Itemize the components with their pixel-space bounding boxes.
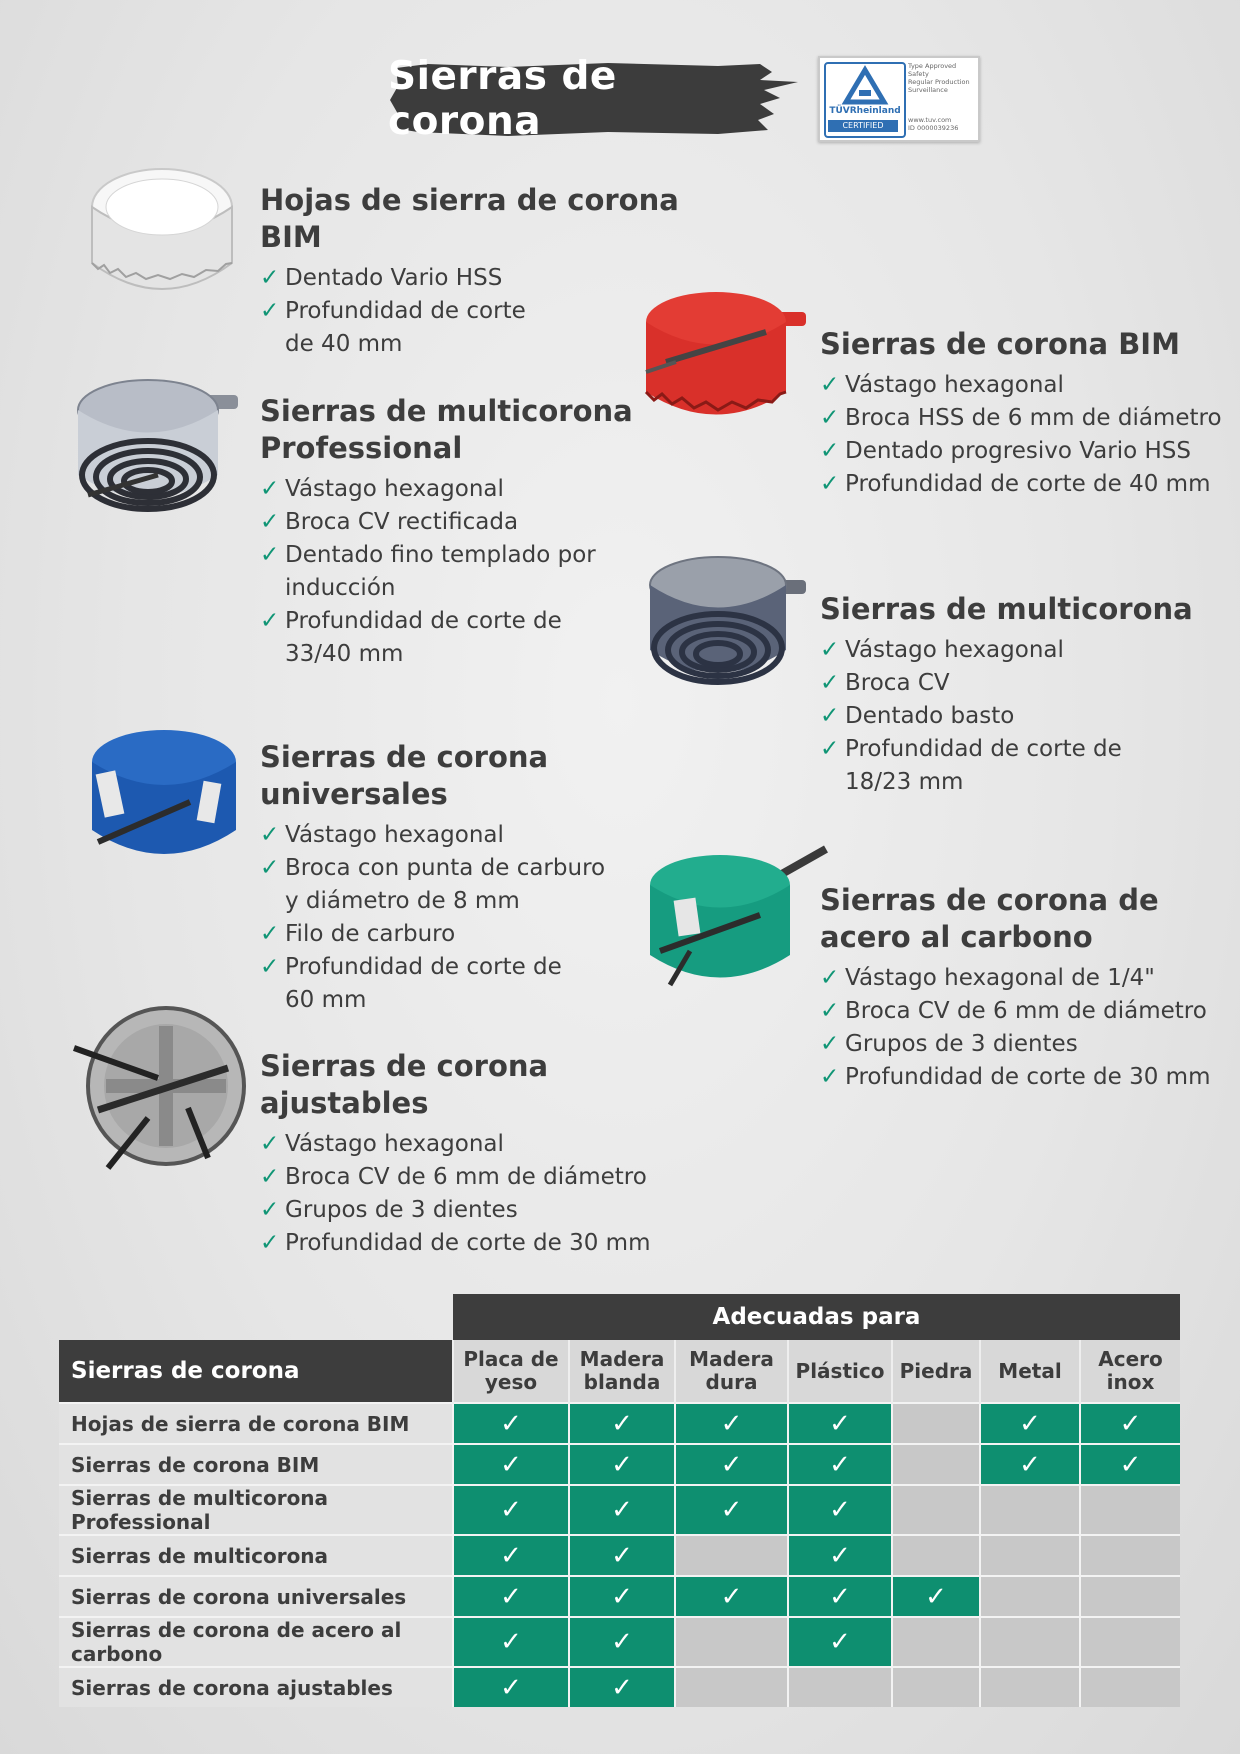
table-cell-not-suitable bbox=[892, 1403, 980, 1444]
table-cell-suitable bbox=[788, 1617, 892, 1667]
table-cell-suitable bbox=[980, 1403, 1080, 1444]
tuv-logo bbox=[824, 62, 906, 138]
table-cell-not-suitable bbox=[980, 1535, 1080, 1576]
product-title bbox=[820, 591, 1230, 628]
table-column-header bbox=[980, 1340, 1080, 1403]
check-icon: ✓ bbox=[500, 1449, 522, 1480]
adjustable-holesaw-image bbox=[68, 998, 248, 1178]
feature-text: Vástago hexagonal bbox=[285, 822, 504, 848]
feature-text: Broca con punta de carburo bbox=[285, 855, 606, 881]
product-carbon-steel bbox=[820, 882, 1230, 1094]
column-header-line: Plástico bbox=[795, 1358, 885, 1383]
column-header-line: Placa de bbox=[463, 1347, 559, 1371]
feature-text: de 40 mm bbox=[285, 331, 403, 357]
feature-text: Vástago hexagonal bbox=[845, 637, 1064, 663]
product-title-line: Sierras de multicorona bbox=[820, 592, 1193, 626]
feature-item bbox=[260, 506, 680, 539]
column-header-line: inox bbox=[1106, 1370, 1155, 1394]
tuv-id: ID 0000039236 bbox=[908, 124, 959, 132]
table-cell-suitable bbox=[788, 1535, 892, 1576]
feature-item bbox=[260, 473, 680, 506]
table-row-label: Sierras de corona universales bbox=[59, 1576, 453, 1617]
product-title bbox=[820, 326, 1230, 363]
column-header-line: Acero bbox=[1098, 1347, 1163, 1371]
column-header-line: dura bbox=[705, 1370, 758, 1394]
tuv-line: Type Approved bbox=[908, 62, 957, 70]
feature-item bbox=[820, 1028, 1230, 1061]
check-icon: ✓ bbox=[611, 1540, 633, 1571]
feature-text: Broca CV rectificada bbox=[285, 509, 519, 535]
table-cell-not-suitable bbox=[980, 1576, 1080, 1617]
table-cell-suitable bbox=[892, 1576, 980, 1617]
table-cell-suitable bbox=[453, 1485, 569, 1535]
tuv-line: Safety bbox=[908, 70, 929, 78]
check-icon: ✓ bbox=[820, 471, 840, 497]
column-header-line: Madera bbox=[579, 1347, 665, 1371]
check-icon: ✓ bbox=[829, 1495, 851, 1525]
table-column-header bbox=[675, 1340, 788, 1403]
tuv-certified-label: CERTIFIED bbox=[828, 120, 898, 132]
feature-text: Profundidad de corte de 30 mm bbox=[845, 1064, 1211, 1090]
table-row bbox=[59, 1667, 1180, 1707]
check-icon: ✓ bbox=[829, 1408, 851, 1439]
table-row-label: Sierras de multicorona Professional bbox=[59, 1485, 453, 1535]
table-row-label: Sierras de corona ajustables bbox=[59, 1667, 453, 1707]
product-title-line: acero al carbono bbox=[820, 920, 1093, 954]
check-icon: ✓ bbox=[260, 509, 280, 535]
product-title bbox=[260, 1048, 680, 1122]
product-title-line: Sierras de corona ajustables bbox=[260, 1049, 549, 1120]
check-icon: ✓ bbox=[500, 1540, 522, 1571]
check-icon: ✓ bbox=[260, 298, 280, 324]
feature-item bbox=[260, 852, 680, 918]
feature-text: Profundidad de corte bbox=[285, 298, 526, 324]
check-icon: ✓ bbox=[260, 954, 280, 980]
check-icon: ✓ bbox=[260, 542, 280, 568]
product-title-line: Sierras de corona de bbox=[820, 883, 1159, 917]
table-cell-suitable bbox=[788, 1485, 892, 1535]
feature-item bbox=[820, 634, 1230, 667]
feature-text: Vástago hexagonal bbox=[845, 372, 1064, 398]
table-cell-not-suitable bbox=[1080, 1617, 1180, 1667]
table-column-header bbox=[453, 1340, 569, 1403]
check-icon: ✓ bbox=[611, 1449, 633, 1480]
check-icon: ✓ bbox=[260, 1230, 280, 1256]
table-cell-not-suitable bbox=[980, 1485, 1080, 1535]
check-icon: ✓ bbox=[611, 1627, 633, 1657]
table-row bbox=[59, 1576, 1180, 1617]
check-icon: ✓ bbox=[1119, 1408, 1142, 1439]
feature-item bbox=[260, 605, 680, 671]
feature-item bbox=[820, 700, 1230, 733]
feature-item bbox=[260, 1194, 680, 1227]
column-header-line: blanda bbox=[583, 1370, 661, 1394]
bim-blade-image bbox=[78, 145, 246, 315]
product-multicorona bbox=[820, 591, 1230, 799]
table-empty-corner bbox=[59, 1294, 453, 1340]
feature-item bbox=[820, 369, 1230, 402]
check-icon: ✓ bbox=[720, 1408, 743, 1439]
feature-text: Broca CV de 6 mm de diámetro bbox=[285, 1164, 647, 1190]
title-banner bbox=[388, 54, 798, 144]
table-cell-not-suitable bbox=[980, 1667, 1080, 1707]
feature-item bbox=[260, 918, 680, 951]
table-cell-not-suitable bbox=[675, 1617, 788, 1667]
feature-text: Dentado progresivo Vario HSS bbox=[845, 438, 1191, 464]
table-cell-suitable bbox=[788, 1403, 892, 1444]
suitability-table bbox=[59, 1294, 1180, 1707]
table-cell-suitable bbox=[569, 1667, 675, 1707]
check-icon: ✓ bbox=[260, 1131, 280, 1157]
table-cell-suitable bbox=[788, 1576, 892, 1617]
check-icon: ✓ bbox=[611, 1495, 633, 1525]
check-icon: ✓ bbox=[500, 1627, 522, 1657]
product-title bbox=[260, 739, 680, 813]
feature-item bbox=[260, 295, 680, 361]
feature-text: Vástago hexagonal bbox=[285, 476, 504, 502]
table-cell-not-suitable bbox=[675, 1667, 788, 1707]
product-title bbox=[260, 182, 680, 256]
table-cell-suitable bbox=[675, 1444, 788, 1485]
check-icon: ✓ bbox=[829, 1540, 851, 1571]
feature-list bbox=[260, 1128, 680, 1260]
product-bim-holesaw bbox=[820, 326, 1230, 501]
table-cell-suitable bbox=[453, 1667, 569, 1707]
feature-item bbox=[820, 733, 1230, 799]
product-title-line: Sierras de corona universales bbox=[260, 740, 549, 811]
product-title-line: Sierras de corona BIM bbox=[820, 327, 1180, 361]
table-column-header bbox=[569, 1340, 675, 1403]
check-icon: ✓ bbox=[829, 1627, 851, 1657]
feature-text: 18/23 mm bbox=[845, 769, 964, 795]
check-icon: ✓ bbox=[820, 736, 840, 762]
table-cell-not-suitable bbox=[1080, 1576, 1180, 1617]
table-cell-suitable bbox=[453, 1444, 569, 1485]
product-title bbox=[820, 882, 1230, 956]
feature-text: Profundidad de corte de 30 mm bbox=[285, 1230, 651, 1256]
feature-item bbox=[260, 951, 680, 1017]
feature-text: Profundidad de corte de bbox=[845, 736, 1122, 762]
feature-text: inducción bbox=[285, 575, 396, 601]
table-column-header bbox=[892, 1340, 980, 1403]
check-icon: ✓ bbox=[820, 405, 840, 431]
table-cell-not-suitable bbox=[675, 1535, 788, 1576]
feature-list bbox=[820, 369, 1230, 501]
table-cell-not-suitable bbox=[892, 1444, 980, 1485]
check-icon: ✓ bbox=[1019, 1449, 1041, 1480]
table-cell-suitable bbox=[1080, 1444, 1180, 1485]
table-cell-suitable bbox=[980, 1444, 1080, 1485]
feature-text: Profundidad de corte de 40 mm bbox=[845, 471, 1211, 497]
table-row bbox=[59, 1485, 1180, 1535]
table-cell-suitable bbox=[569, 1485, 675, 1535]
feature-text: Vástago hexagonal de 1/4" bbox=[845, 965, 1155, 991]
check-icon: ✓ bbox=[720, 1495, 743, 1525]
table-row bbox=[59, 1535, 1180, 1576]
tuv-brand-label: TÜVRheinland bbox=[829, 106, 901, 116]
table-column-header bbox=[1080, 1340, 1180, 1403]
check-icon: ✓ bbox=[829, 1449, 851, 1480]
page-title: Sierras de corona bbox=[388, 54, 617, 144]
table-cell-not-suitable bbox=[980, 1617, 1080, 1667]
universal-holesaw-image bbox=[80, 712, 246, 884]
feature-text: Broca CV bbox=[845, 670, 950, 696]
feature-item bbox=[820, 962, 1230, 995]
check-icon: ✓ bbox=[611, 1672, 633, 1703]
table-cell-suitable bbox=[675, 1485, 788, 1535]
feature-item bbox=[260, 1128, 680, 1161]
check-icon: ✓ bbox=[720, 1581, 743, 1612]
product-universal bbox=[260, 739, 680, 1017]
table-row-label: Sierras de corona BIM bbox=[59, 1444, 453, 1485]
check-icon: ✓ bbox=[820, 670, 840, 696]
check-icon: ✓ bbox=[820, 1031, 840, 1057]
table-row bbox=[59, 1444, 1180, 1485]
check-icon: ✓ bbox=[260, 608, 280, 634]
table-cell-not-suitable bbox=[892, 1617, 980, 1667]
check-icon: ✓ bbox=[829, 1581, 851, 1612]
table-cell-suitable bbox=[569, 1403, 675, 1444]
check-icon: ✓ bbox=[500, 1672, 522, 1703]
table-row-label: Sierras de corona de acero al carbono bbox=[59, 1617, 453, 1667]
check-icon: ✓ bbox=[260, 265, 280, 291]
feature-text: Grupos de 3 dientes bbox=[845, 1031, 1078, 1057]
product-title-line: Professional bbox=[260, 431, 463, 465]
feature-item bbox=[260, 1161, 680, 1194]
feature-text: Vástago hexagonal bbox=[285, 1131, 504, 1157]
table-cell-suitable bbox=[569, 1444, 675, 1485]
check-icon: ✓ bbox=[720, 1449, 743, 1480]
table-column-header bbox=[788, 1340, 892, 1403]
feature-item bbox=[820, 402, 1230, 435]
table-cell-suitable bbox=[675, 1403, 788, 1444]
multicorona-professional-image bbox=[68, 365, 244, 540]
check-icon: ✓ bbox=[611, 1408, 633, 1439]
table-cell-suitable bbox=[453, 1403, 569, 1444]
check-icon: ✓ bbox=[820, 637, 840, 663]
feature-item bbox=[260, 819, 680, 852]
feature-text: 60 mm bbox=[285, 987, 367, 1013]
check-icon: ✓ bbox=[1019, 1408, 1041, 1439]
check-icon: ✓ bbox=[260, 822, 280, 848]
table-cell-not-suitable bbox=[892, 1535, 980, 1576]
feature-item bbox=[820, 995, 1230, 1028]
product-bim-blade bbox=[260, 182, 680, 361]
table-cell-not-suitable bbox=[892, 1667, 980, 1707]
check-icon: ✓ bbox=[820, 438, 840, 464]
tuv-triangle-icon bbox=[826, 64, 904, 108]
check-icon: ✓ bbox=[820, 998, 840, 1024]
check-icon: ✓ bbox=[500, 1581, 522, 1612]
check-icon: ✓ bbox=[260, 921, 280, 947]
tuv-id-lines bbox=[908, 116, 974, 132]
table-cell-not-suitable bbox=[788, 1667, 892, 1707]
check-icon: ✓ bbox=[260, 855, 280, 881]
tuv-url: www.tuv.com bbox=[908, 116, 952, 124]
tuv-certification-badge bbox=[818, 56, 980, 142]
check-icon: ✓ bbox=[925, 1581, 947, 1612]
feature-list bbox=[260, 262, 680, 361]
check-icon: ✓ bbox=[611, 1581, 633, 1612]
feature-text: y diámetro de 8 mm bbox=[285, 888, 520, 914]
table-row bbox=[59, 1617, 1180, 1667]
table-cell-suitable bbox=[453, 1617, 569, 1667]
check-icon: ✓ bbox=[500, 1495, 522, 1525]
feature-item bbox=[820, 468, 1230, 501]
product-title-line: Hojas de sierra de corona BIM bbox=[260, 183, 679, 254]
table-cell-suitable bbox=[1080, 1403, 1180, 1444]
check-icon: ✓ bbox=[260, 476, 280, 502]
feature-text: Dentado fino templado por bbox=[285, 542, 596, 568]
product-title bbox=[260, 393, 680, 467]
table-cell-suitable bbox=[453, 1535, 569, 1576]
table-cell-suitable bbox=[569, 1617, 675, 1667]
table-cell-not-suitable bbox=[892, 1485, 980, 1535]
feature-list bbox=[820, 962, 1230, 1094]
feature-text: Broca CV de 6 mm de diámetro bbox=[845, 998, 1207, 1024]
column-header-line: Metal bbox=[998, 1358, 1062, 1383]
table-header-group-row bbox=[59, 1294, 1180, 1340]
check-icon: ✓ bbox=[820, 965, 840, 991]
feature-text: Dentado Vario HSS bbox=[285, 265, 503, 291]
product-title-line: Sierras de multicorona bbox=[260, 394, 633, 428]
column-header-line: Madera bbox=[689, 1347, 774, 1371]
tuv-info-lines bbox=[908, 62, 974, 94]
feature-item bbox=[820, 667, 1230, 700]
feature-text: Profundidad de corte de bbox=[285, 954, 562, 980]
product-multicorona-professional bbox=[260, 393, 680, 671]
table-row-label: Hojas de sierra de corona BIM bbox=[59, 1403, 453, 1444]
table-cell-suitable bbox=[569, 1576, 675, 1617]
feature-item bbox=[260, 262, 680, 295]
column-header-line: yeso bbox=[484, 1370, 538, 1394]
table-cell-not-suitable bbox=[1080, 1667, 1180, 1707]
check-icon: ✓ bbox=[500, 1408, 522, 1439]
table-row-header: Sierras de corona bbox=[59, 1340, 453, 1403]
tuv-line: Regular Production bbox=[908, 78, 970, 86]
feature-item bbox=[260, 1227, 680, 1260]
check-icon: ✓ bbox=[820, 372, 840, 398]
feature-item bbox=[260, 539, 680, 605]
table-cell-not-suitable bbox=[1080, 1535, 1180, 1576]
feature-text: Broca HSS de 6 mm de diámetro bbox=[845, 405, 1222, 431]
table-cell-suitable bbox=[569, 1535, 675, 1576]
product-adjustable bbox=[260, 1048, 680, 1260]
column-header-line: Piedra bbox=[899, 1358, 973, 1383]
tuv-line: Surveillance bbox=[908, 86, 948, 94]
table-cell-suitable bbox=[788, 1444, 892, 1485]
table-cell-suitable bbox=[675, 1576, 788, 1617]
feature-text: 33/40 mm bbox=[285, 641, 404, 667]
table-cell-suitable bbox=[453, 1576, 569, 1617]
check-icon: ✓ bbox=[260, 1164, 280, 1190]
feature-text: Dentado basto bbox=[845, 703, 1015, 729]
table-header-row bbox=[59, 1340, 1180, 1403]
table-row bbox=[59, 1403, 1180, 1444]
feature-text: Grupos de 3 dientes bbox=[285, 1197, 518, 1223]
check-icon: ✓ bbox=[820, 703, 840, 729]
feature-text: Profundidad de corte de bbox=[285, 608, 562, 634]
feature-list bbox=[820, 634, 1230, 799]
check-icon: ✓ bbox=[260, 1197, 280, 1223]
feature-item bbox=[820, 435, 1230, 468]
feature-list bbox=[260, 473, 680, 671]
table-cell-not-suitable bbox=[1080, 1485, 1180, 1535]
feature-text: Filo de carburo bbox=[285, 921, 456, 947]
check-icon: ✓ bbox=[1119, 1449, 1142, 1480]
table-row-label: Sierras de multicorona bbox=[59, 1535, 453, 1576]
check-icon: ✓ bbox=[820, 1064, 840, 1090]
table-header-group: Adecuadas para bbox=[453, 1294, 1180, 1340]
feature-list bbox=[260, 819, 680, 1017]
feature-item bbox=[820, 1061, 1230, 1094]
